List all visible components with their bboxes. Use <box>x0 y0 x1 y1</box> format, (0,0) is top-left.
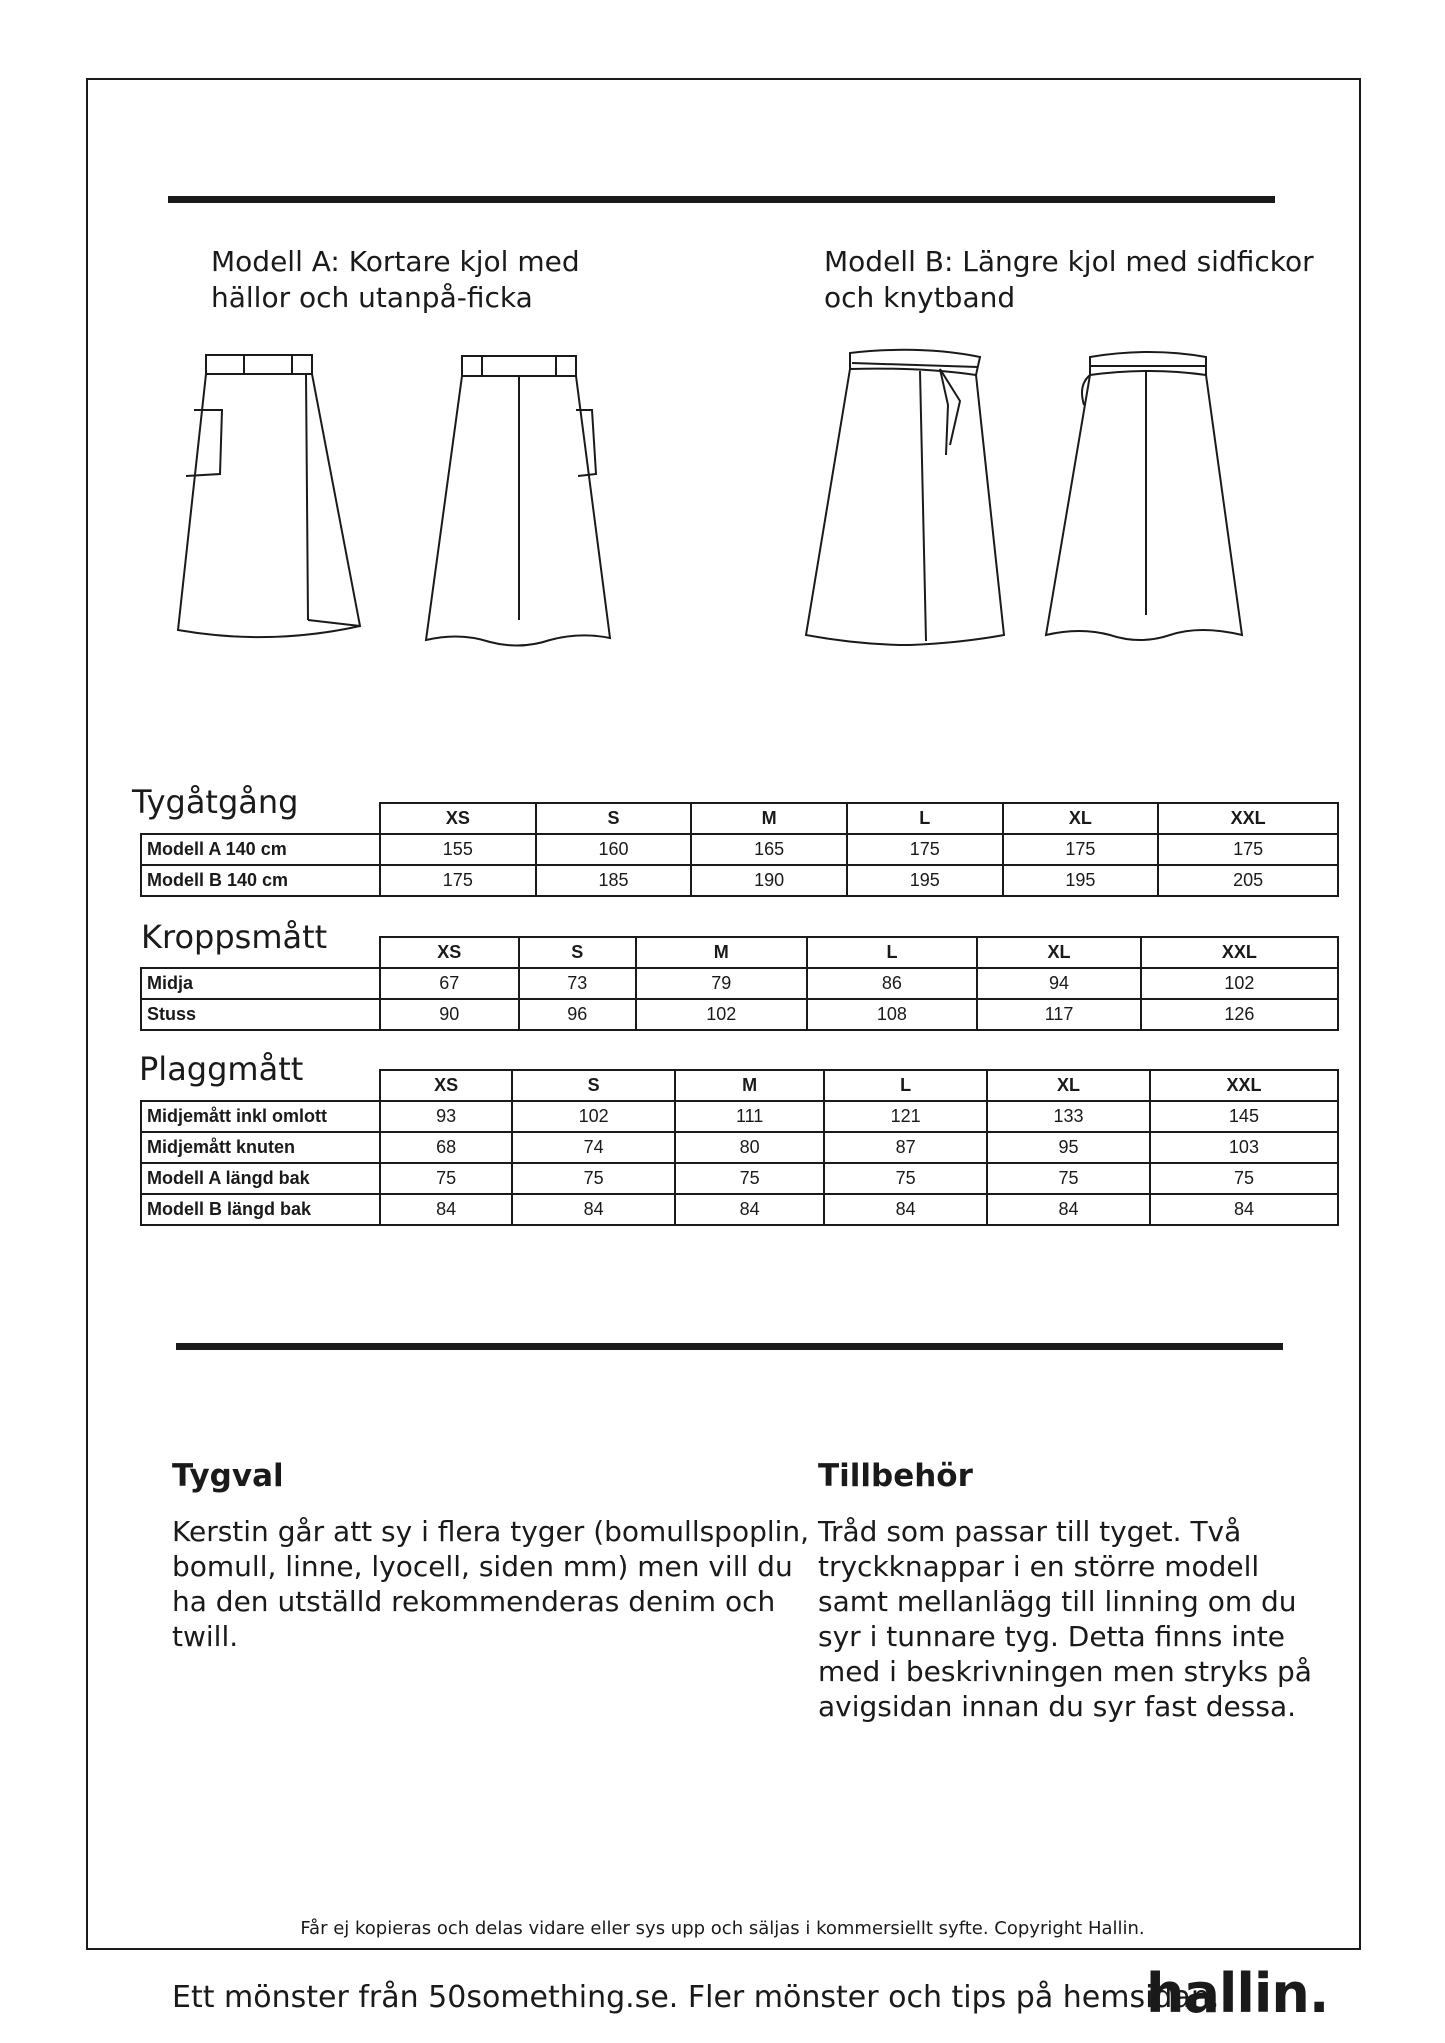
body-header-xxl: XXL <box>1141 937 1338 968</box>
table-cell: 75 <box>380 1163 512 1194</box>
garment-header-xxl: XXL <box>1150 1070 1338 1101</box>
model-b-front-sketch <box>800 345 1010 665</box>
table-cell: 195 <box>1003 865 1159 896</box>
table-cell: 73 <box>519 968 636 999</box>
tillbehor-text <box>818 1514 1312 1724</box>
table-cell: 155 <box>380 834 536 865</box>
model-a-front-sketch <box>170 350 370 670</box>
table-cell: 102 <box>636 999 807 1030</box>
table-cell: 190 <box>691 865 847 896</box>
footer-text: Ett mönster från 50something.se. Fler mönster och tips på hemsidan. <box>172 1980 1220 2015</box>
table-cell: 84 <box>1150 1194 1338 1225</box>
tygval-text <box>172 1514 809 1654</box>
table-cell: 102 <box>1141 968 1338 999</box>
garment-header-row <box>141 1070 1338 1101</box>
tillbehor-line: Tråd som passar till tyget. Två <box>818 1515 1242 1548</box>
table-cell: 74 <box>512 1132 675 1163</box>
table-cell: 160 <box>536 834 692 865</box>
garment-header-xs: XS <box>380 1070 512 1101</box>
table-cell: 95 <box>987 1132 1150 1163</box>
body-header-s: S <box>519 937 636 968</box>
garment-header-m: M <box>675 1070 824 1101</box>
fabric-header-l: L <box>847 803 1003 834</box>
table-cell: 67 <box>380 968 519 999</box>
table-row <box>141 999 1338 1030</box>
row-label: Midja <box>141 968 380 999</box>
table-cell: 84 <box>675 1194 824 1225</box>
table-cell: 84 <box>987 1194 1150 1225</box>
row-label: Modell B 140 cm <box>141 865 380 896</box>
table-row <box>141 968 1338 999</box>
table-cell: 86 <box>807 968 978 999</box>
table-cell: 102 <box>512 1101 675 1132</box>
model-b-caption-line2: och knytband <box>824 281 1016 314</box>
table-cell: 96 <box>519 999 636 1030</box>
table-cell: 87 <box>824 1132 987 1163</box>
table-row <box>141 1194 1338 1225</box>
table-cell: 165 <box>691 834 847 865</box>
model-a-caption <box>211 244 580 316</box>
table-cell: 79 <box>636 968 807 999</box>
tillbehor-line: med i beskrivningen men stryks på <box>818 1655 1312 1688</box>
table-cell: 175 <box>1158 834 1338 865</box>
table-cell: 75 <box>1150 1163 1338 1194</box>
table-cell: 111 <box>675 1101 824 1132</box>
tillbehor-line: avigsidan innan du syr fast dessa. <box>818 1690 1297 1723</box>
garment-header-l: L <box>824 1070 987 1101</box>
fabric-table-title: Tygåtgång <box>132 783 299 821</box>
body-table <box>140 936 1339 1031</box>
table-cell: 75 <box>824 1163 987 1194</box>
table-row <box>141 834 1338 865</box>
row-label: Modell B längd bak <box>141 1194 380 1225</box>
tillbehor-line: syr i tunnare tyg. Detta finns inte <box>818 1620 1285 1653</box>
table-cell: 175 <box>380 865 536 896</box>
body-header-blank <box>141 937 380 968</box>
table-cell: 133 <box>987 1101 1150 1132</box>
top-divider <box>168 196 1275 203</box>
table-cell: 175 <box>847 834 1003 865</box>
table-cell: 84 <box>512 1194 675 1225</box>
model-b-back-sketch <box>1040 345 1250 665</box>
table-cell: 75 <box>512 1163 675 1194</box>
body-table-title: Kroppsmått <box>141 918 328 956</box>
model-a-caption-line2: hällor och utanpå-ficka <box>211 281 533 314</box>
garment-table <box>140 1069 1339 1226</box>
row-label: Midjemått knuten <box>141 1132 380 1163</box>
body-header-l: L <box>807 937 978 968</box>
table-cell: 94 <box>977 968 1141 999</box>
fabric-header-m: M <box>691 803 847 834</box>
tillbehor-line: tryckknappar i en större modell <box>818 1550 1260 1583</box>
table-cell: 75 <box>987 1163 1150 1194</box>
fabric-header-row <box>141 803 1338 834</box>
model-a-caption-line1: Modell A: Kortare kjol med <box>211 245 580 278</box>
table-cell: 205 <box>1158 865 1338 896</box>
tygval-line: twill. <box>172 1620 239 1653</box>
fabric-table <box>140 802 1339 897</box>
table-cell: 108 <box>807 999 978 1030</box>
garment-table-title: Plaggmått <box>139 1050 304 1088</box>
fabric-header-blank <box>141 803 380 834</box>
table-cell: 84 <box>380 1194 512 1225</box>
table-cell: 121 <box>824 1101 987 1132</box>
body-header-row <box>141 937 1338 968</box>
hallin-logo: hallin. <box>1146 1962 1329 2025</box>
body-header-xs: XS <box>380 937 519 968</box>
table-cell: 75 <box>675 1163 824 1194</box>
body-header-xl: XL <box>977 937 1141 968</box>
middle-divider <box>176 1343 1283 1350</box>
copyright-notice: Får ej kopieras och delas vidare eller sys upp och säljas i kommersiellt syfte. Copyright Hallin. <box>300 1918 1145 1939</box>
tillbehor-line: samt mellanlägg till linning om du <box>818 1585 1297 1618</box>
tygval-line: bomull, linne, lyocell, siden mm) men vill du <box>172 1550 793 1583</box>
table-cell: 145 <box>1150 1101 1338 1132</box>
table-cell: 126 <box>1141 999 1338 1030</box>
table-row <box>141 1163 1338 1194</box>
tygval-title: Tygval <box>172 1458 284 1494</box>
garment-header-blank <box>141 1070 380 1101</box>
table-row <box>141 1101 1338 1132</box>
row-label: Stuss <box>141 999 380 1030</box>
tillbehor-title: Tillbehör <box>818 1458 973 1494</box>
body-header-m: M <box>636 937 807 968</box>
model-b-caption-line1: Modell B: Längre kjol med sidfickor <box>824 245 1314 278</box>
table-cell: 185 <box>536 865 692 896</box>
row-label: Midjemått inkl omlott <box>141 1101 380 1132</box>
tygval-line: ha den utställd rekommenderas denim och <box>172 1585 776 1618</box>
garment-header-s: S <box>512 1070 675 1101</box>
table-row <box>141 865 1338 896</box>
fabric-header-xl: XL <box>1003 803 1159 834</box>
fabric-header-xs: XS <box>380 803 536 834</box>
table-cell: 195 <box>847 865 1003 896</box>
table-cell: 175 <box>1003 834 1159 865</box>
row-label: Modell A 140 cm <box>141 834 380 865</box>
model-a-back-sketch <box>420 350 620 670</box>
table-cell: 84 <box>824 1194 987 1225</box>
table-cell: 68 <box>380 1132 512 1163</box>
table-cell: 90 <box>380 999 519 1030</box>
tygval-line: Kerstin går att sy i flera tyger (bomullspoplin, <box>172 1515 810 1548</box>
table-cell: 80 <box>675 1132 824 1163</box>
table-row <box>141 1132 1338 1163</box>
table-cell: 117 <box>977 999 1141 1030</box>
table-cell: 93 <box>380 1101 512 1132</box>
fabric-header-s: S <box>536 803 692 834</box>
fabric-header-xxl: XXL <box>1158 803 1338 834</box>
row-label: Modell A längd bak <box>141 1163 380 1194</box>
model-b-caption <box>824 244 1314 316</box>
garment-header-xl: XL <box>987 1070 1150 1101</box>
table-cell: 103 <box>1150 1132 1338 1163</box>
